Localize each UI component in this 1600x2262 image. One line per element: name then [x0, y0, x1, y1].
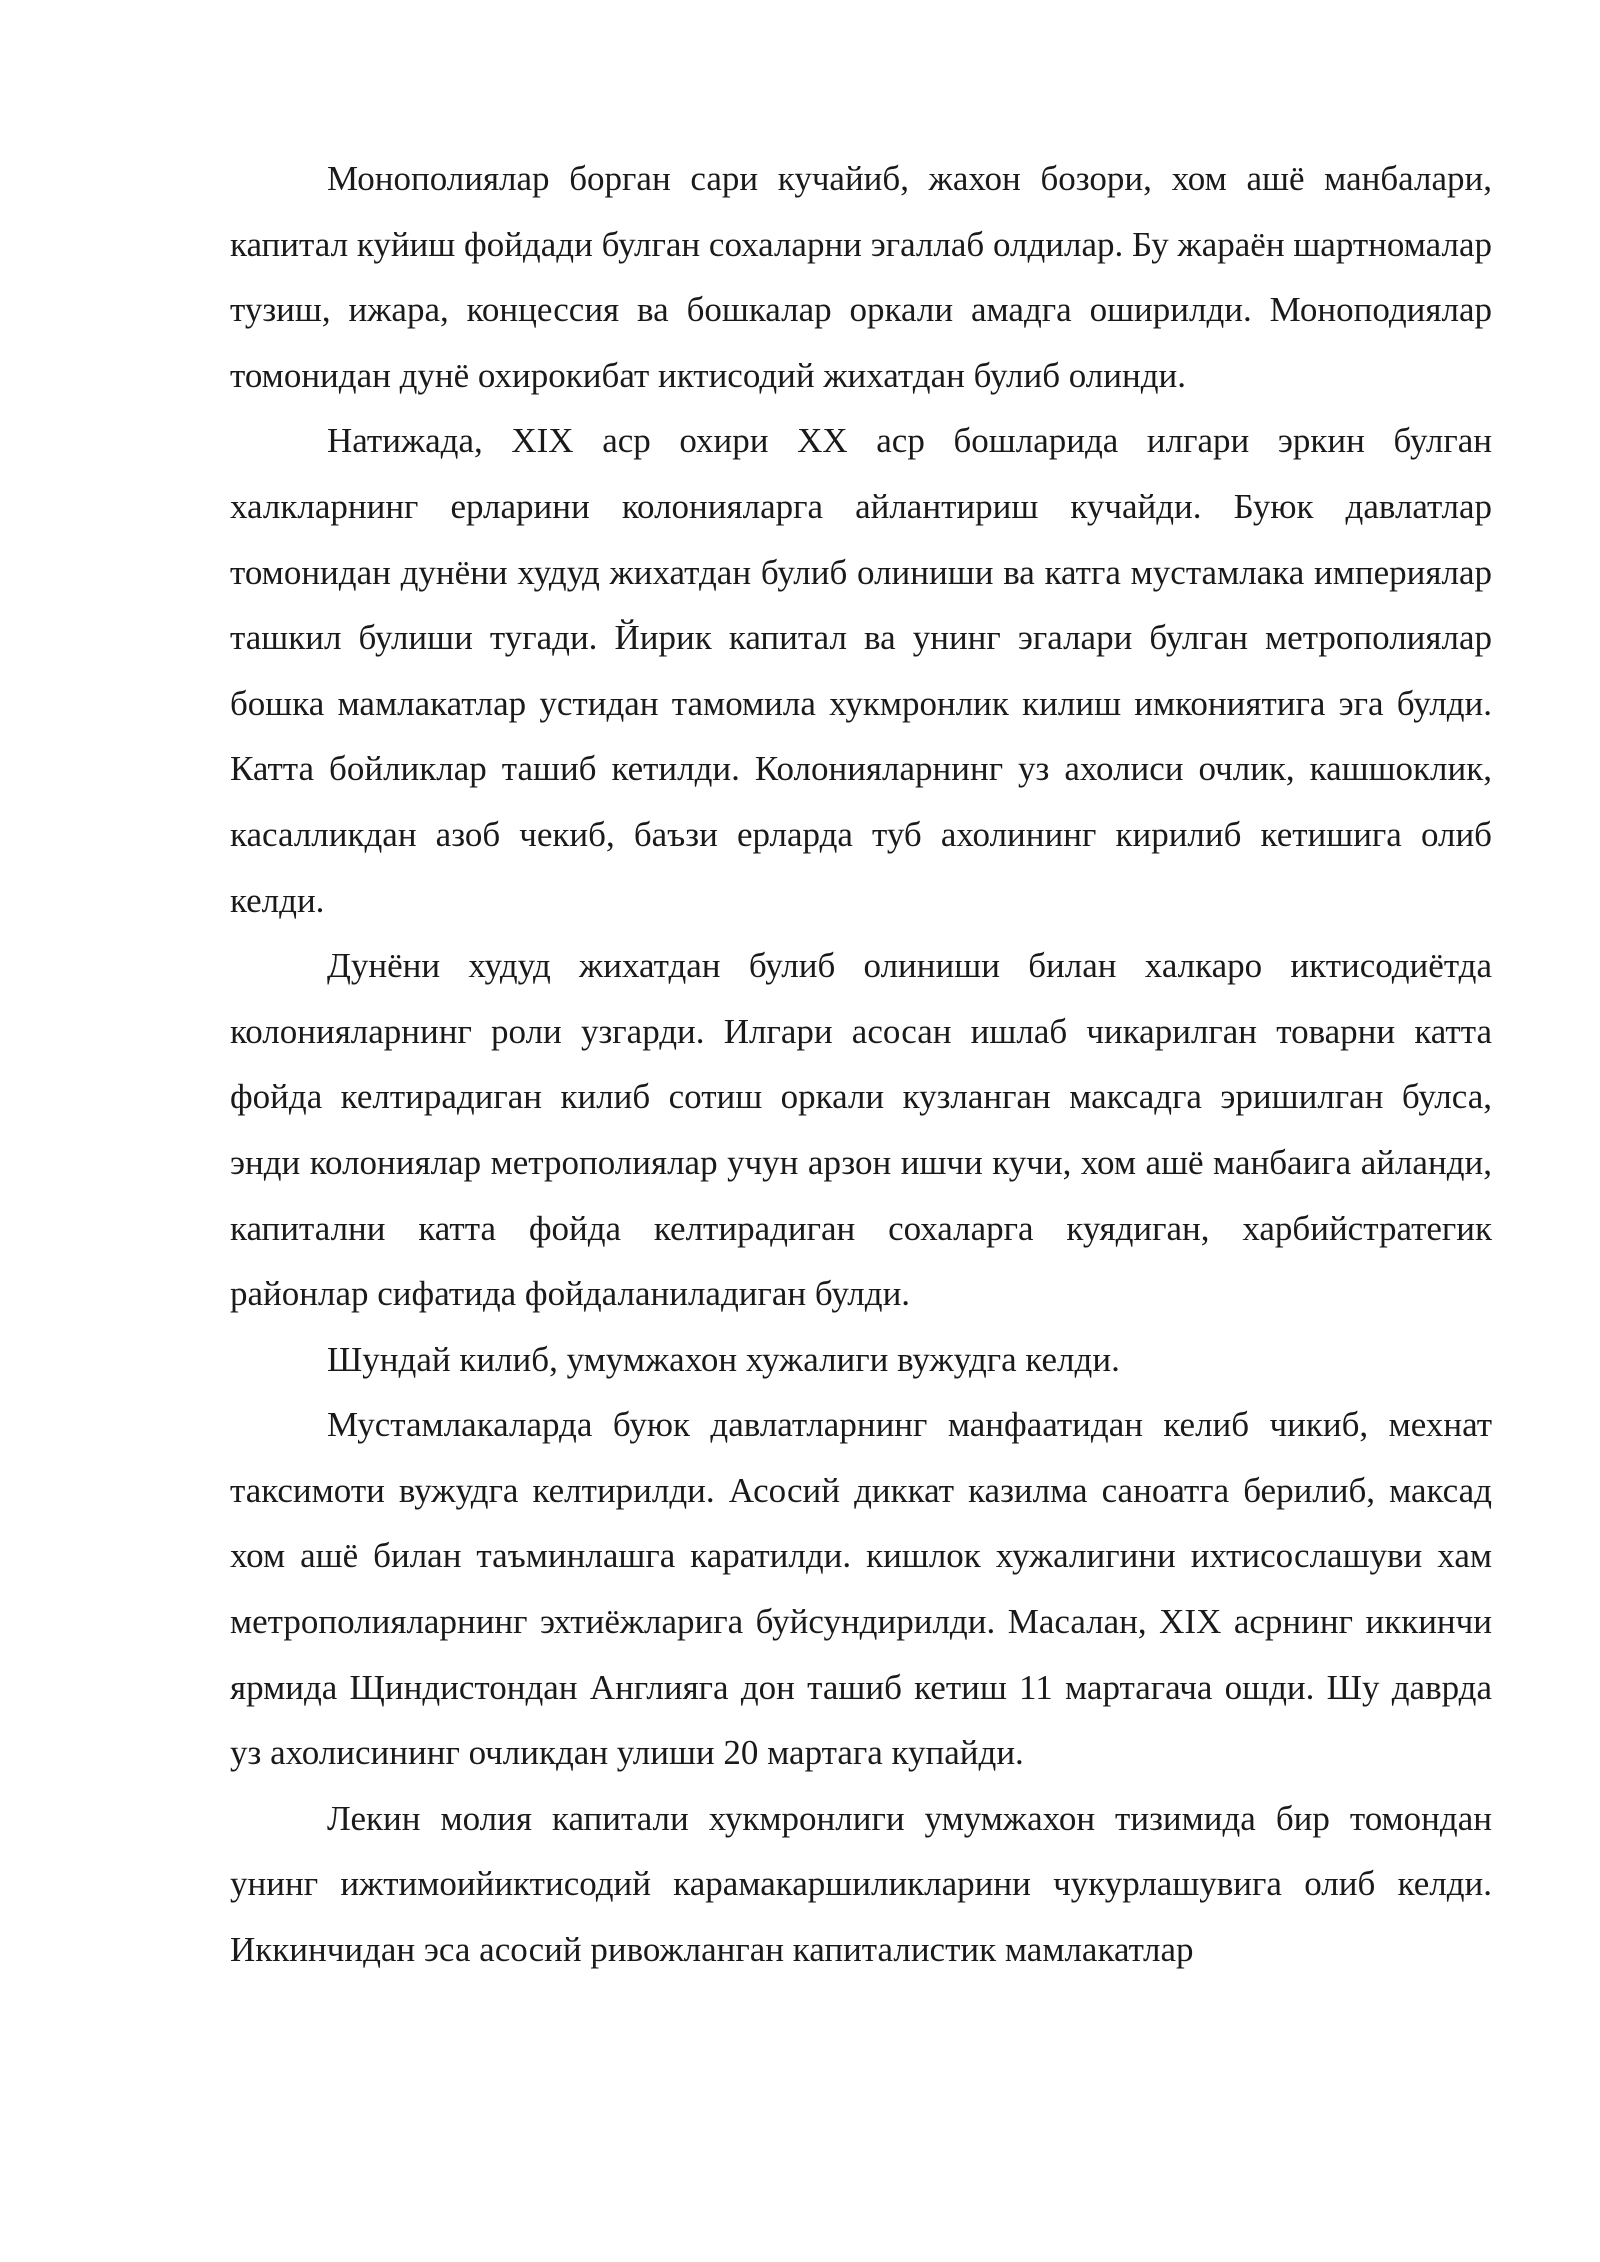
- document-body: [230, 146, 1492, 1983]
- paragraph: Натижада, XIX аср охири XX аср бошларида илгари эркин булган халкларнинг ерларини колонияларга айлантириш кучайди. Буюк давлатлар томонидан дунёни худуд жихатдан булиб олиниши ва катга мустамлака империялар ташкил булиши тугади. Йирик капитал ва унинг эгалари булган метрополиялар бошка мамлакатлар устидан тамомила хукмронлик килиш имкониятига эга булди. Катта бойликлар ташиб кетилди. Колонияларнинг уз ахолиси очлик, кашшоклик, касалликдан азоб чекиб, баъзи ерларда туб ахолининг кирилиб кетишига олиб келди.: [230, 421, 1492, 920]
- paragraph: Монополиялар борган сари кучайиб, жахон бозори, хом ашё манбалари, капитал куйиш фойдади булган сохаларни эгаллаб олдилар. Бу жараён шартномалар тузиш, ижара, концессия ва бошкалар оркали амадга оширилди. Моноподиялар томонидан дунё охирокибат иктисодий жихатдан булиб олинди.: [230, 159, 1492, 395]
- paragraph: Лекин молия капитали хукмронлиги умумжахон тизимида бир томондан унинг ижтимоийиктисодий карамакаршиликларини чукурлашувига олиб келди. Иккинчидан эса асосий ривожланган капиталистик мамлакатлар: [230, 1798, 1492, 1970]
- paragraph: Мустамлакаларда буюк давлатларнинг манфаатидан келиб чикиб, мехнат таксимоти вужудга келтирилди. Асосий диккат казилма саноатга берилиб, максад хом ашё билан таъминлашга каратилди. кишлок хужалигини ихтисослашуви хам метрополияларнинг эхтиёжларига буйсундирилди. Масалан, XIX асрнинг иккинчи ярмида Щиндистондан Англияга дон ташиб кетиш 11 мартагача ошди. Шу даврда уз ахолисининг очликдан улиши 20 мартага купайди.: [230, 1405, 1492, 1773]
- paragraph: Шундай килиб, умумжахон хужалиги вужудга келди.: [327, 1339, 1120, 1379]
- paragraph: Дунёни худуд жихатдан булиб олиниши билан халкаро иктисодиётда колонияларнинг роли узгарди. Илгари асосан ишлаб чикарилган товарни катта фойда келтирадиган килиб сотиш оркали кузланган максадга эришилган булса, энди колониялар метрополиялар учун арзон ишчи кучи, хом ашё манбаига айланди, капитални катта фойда келтирадиган сохаларга куядиган, харбийстратегик районлар сифатида фойдаланиладиган булди.: [230, 946, 1492, 1314]
